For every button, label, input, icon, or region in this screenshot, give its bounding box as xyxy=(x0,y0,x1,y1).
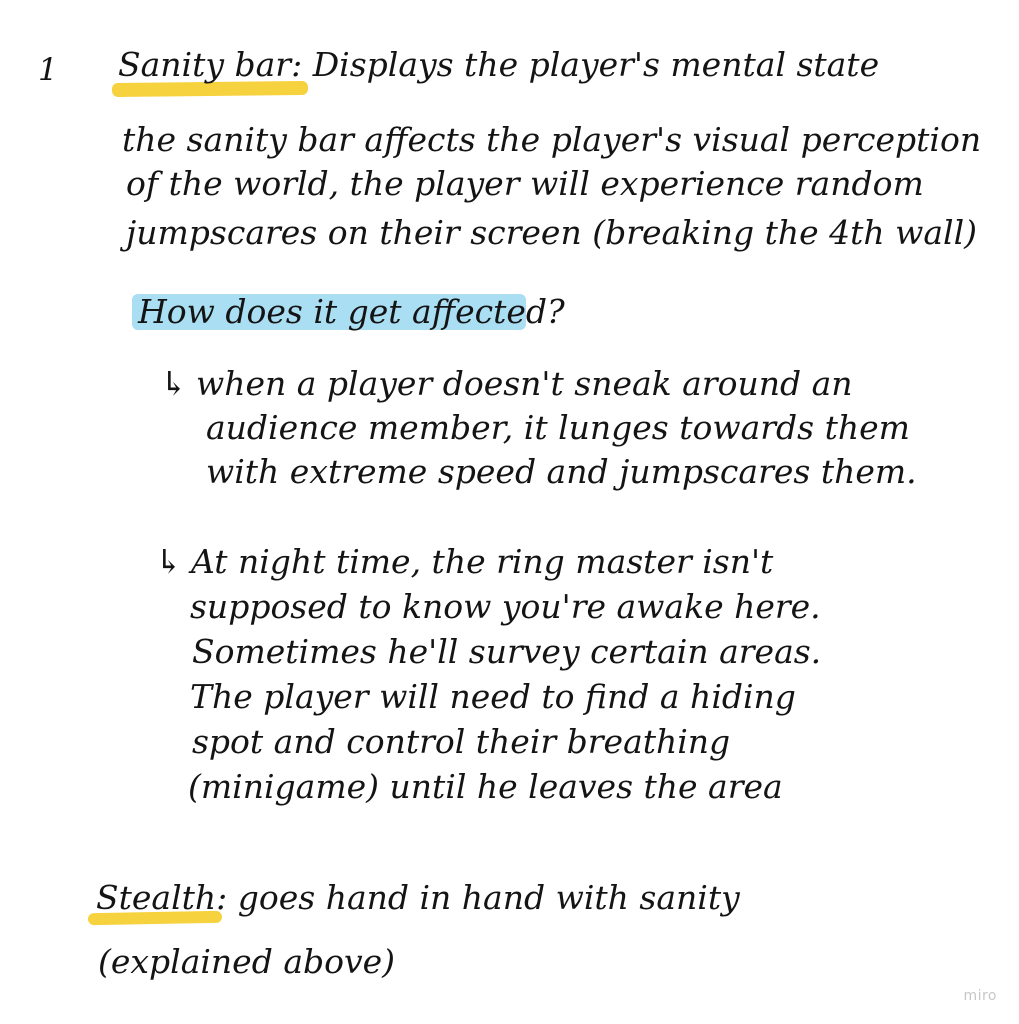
stealth-note: (explained above) xyxy=(98,942,396,981)
sanity-description-line-3: jumpscares on their screen (breaking the 4th wall) xyxy=(126,213,978,252)
point-1-line-2: audience member, it lunges towards them xyxy=(206,408,910,447)
sanity-label-separator: : xyxy=(291,45,303,84)
point-2-line-6: (minigame) until he leaves the area xyxy=(188,767,783,806)
sanity-bar-label: Sanity bar xyxy=(118,45,292,84)
sanity-description-line-2: of the world, the player will experience random xyxy=(126,164,924,203)
point-2-line-5: spot and control their breathing xyxy=(192,722,731,761)
section-number: 1 xyxy=(38,52,58,88)
point-2-line-3: Sometimes he'll survey certain areas. xyxy=(192,632,822,671)
point-1-line-1 xyxy=(160,364,853,404)
arrow-bullet-icon: ↳ xyxy=(155,542,183,581)
point-1-text-1: when a player doesn't sneak around an xyxy=(196,364,853,403)
point-2-text-1: At night time, the ring master isn't xyxy=(191,542,774,581)
sanity-heading xyxy=(118,45,879,85)
stealth-heading xyxy=(96,878,740,918)
stealth-label-separator: : xyxy=(216,878,228,917)
miro-watermark: miro xyxy=(963,988,997,1004)
sanity-summary: Displays the player's mental state xyxy=(312,45,880,84)
affected-question: How does it get affected? xyxy=(138,292,565,331)
point-2-line-2: supposed to know you're awake here. xyxy=(190,587,821,626)
sanity-description-line-1: the sanity bar affects the player's visual perception xyxy=(122,120,982,159)
point-2-line-4: The player will need to find a hiding xyxy=(190,677,796,716)
point-2-line-1 xyxy=(155,542,773,582)
arrow-bullet-icon: ↳ xyxy=(160,364,188,403)
stealth-summary: goes hand in hand with sanity xyxy=(237,878,740,917)
stealth-label: Stealth xyxy=(96,878,217,917)
point-1-line-3: with extreme speed and jumpscares them. xyxy=(206,452,917,491)
